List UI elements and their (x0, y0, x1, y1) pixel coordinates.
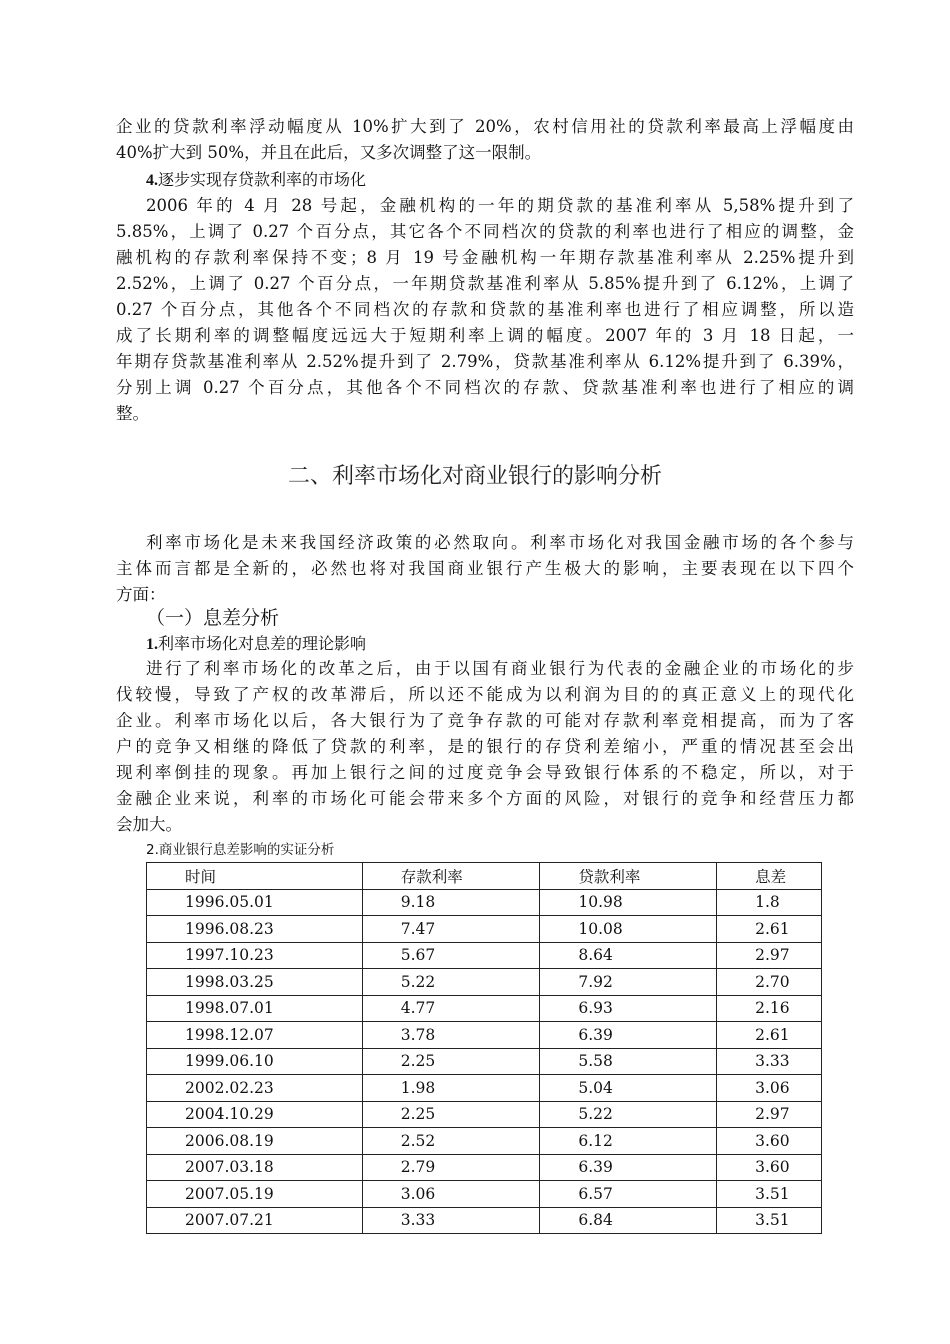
cell-time: 1998.03.25 (147, 969, 363, 996)
column-header-deposit-rate: 存款利率 (362, 863, 540, 890)
cell-spread: 3.06 (717, 1075, 822, 1102)
heading-4-number: 4. (146, 172, 158, 189)
cell-time: 2007.03.18 (147, 1154, 363, 1181)
column-header-loan-rate: 贷款利率 (540, 863, 717, 890)
heading-4-text: 逐步实现存贷款利率的市场化 (158, 170, 367, 189)
cell-loan-rate: 6.39 (540, 1022, 717, 1049)
para-2006-line: 融机构的存款利率保持不变；8 月 19 号金融机构一年期存款基准利率从 2.25%提升到 (116, 248, 854, 267)
heading-1 (146, 632, 366, 657)
cell-time: 2006.08.19 (147, 1128, 363, 1155)
cell-deposit-rate: 9.18 (362, 889, 540, 916)
cell-loan-rate: 5.04 (540, 1075, 717, 1102)
cell-loan-rate: 6.12 (540, 1128, 717, 1155)
cell-loan-rate: 6.57 (540, 1181, 717, 1208)
table-row (147, 1075, 822, 1102)
cell-spread: 3.60 (717, 1128, 822, 1155)
table-caption: 2.商业银行息差影响的实证分析 (146, 842, 335, 858)
cell-deposit-rate: 2.79 (362, 1154, 540, 1181)
table-row (147, 916, 822, 943)
section-intro-line: 方面： (116, 585, 166, 604)
cell-spread: 2.16 (717, 995, 822, 1022)
table-row (147, 942, 822, 969)
table-row (147, 1022, 822, 1049)
section-title: 二、利率市场化对商业银行的影响分析 (287, 464, 662, 489)
cell-loan-rate: 7.92 (540, 969, 717, 996)
section-intro-line: 主体而言都是全新的，必然也将对我国商业银行产生极大的影响，主要表现在以下四个 (116, 559, 854, 578)
table-row (147, 1128, 822, 1155)
theory-line: 伐较慢，导致了产权的改革滞后，所以还不能成为以利润为目的的真正意义上的现代化 (116, 685, 854, 704)
cell-loan-rate: 8.64 (540, 942, 717, 969)
para-2006-line: 5.85%，上调了 0.27 个百分点，其它各个不同档次的贷款的利率也进行了相应的调整，金 (116, 222, 854, 241)
table-row (147, 969, 822, 996)
cell-time: 1997.10.23 (147, 942, 363, 969)
cell-time: 1998.12.07 (147, 1022, 363, 1049)
table-row (147, 889, 822, 916)
para-2006-line: 2006 年的 4 月 28 号起，金融机构的一年的期贷款的基准利率从 5,58%提升到了 (146, 196, 854, 215)
cell-deposit-rate: 2.25 (362, 1101, 540, 1128)
intro-line: 企业的贷款利率浮动幅度从 10%扩大到了 20%，农村信用社的贷款利率最高上浮幅度由 (116, 117, 854, 136)
cell-time: 2007.05.19 (147, 1181, 363, 1208)
cell-spread: 3.33 (717, 1048, 822, 1075)
intro-line: 40%扩大到 50%，并且在此后，又多次调整了这一限制。 (116, 143, 542, 162)
cell-deposit-rate: 5.22 (362, 969, 540, 996)
cell-time: 1996.05.01 (147, 889, 363, 916)
para-2006-line: 2.52%，上调了 0.27 个百分点，一年期贷款基准利率从 5.85%提升到了 6.12%，上调了 (116, 274, 854, 293)
theory-line: 现利率倒挂的现象。再加上银行之间的过度竞争会导致银行体系的不稳定，所以，对于 (116, 763, 854, 782)
heading-1-number: 1. (146, 636, 158, 653)
theory-line: 户的竞争又相继的降低了贷款的利率，是的银行的存贷利差缩小，严重的情况甚至会出 (116, 737, 854, 756)
table-header-row (147, 863, 822, 890)
cell-deposit-rate: 3.06 (362, 1181, 540, 1208)
cell-time: 2002.02.23 (147, 1075, 363, 1102)
interest-spread-table (146, 862, 822, 1234)
table-row (147, 995, 822, 1022)
cell-time: 2004.10.29 (147, 1101, 363, 1128)
cell-time: 1998.07.01 (147, 995, 363, 1022)
theory-line: 金融企业来说，利率的市场化可能会带来多个方面的风险，对银行的竞争和经营压力都 (116, 789, 854, 808)
cell-loan-rate: 6.84 (540, 1207, 717, 1234)
heading-4 (146, 168, 366, 193)
cell-spread: 2.97 (717, 942, 822, 969)
cell-time: 1999.06.10 (147, 1048, 363, 1075)
cell-deposit-rate: 1.98 (362, 1075, 540, 1102)
cell-spread: 2.61 (717, 916, 822, 943)
cell-spread: 2.61 (717, 1022, 822, 1049)
cell-spread: 2.70 (717, 969, 822, 996)
para-2006-line: 年期存贷款基准利率从 2.52%提升到了 2.79%，贷款基准利率从 6.12%提升到了 6.39%， (116, 352, 854, 371)
table-row (147, 1181, 822, 1208)
cell-deposit-rate: 3.78 (362, 1022, 540, 1049)
cell-time: 1996.08.23 (147, 916, 363, 943)
para-2006-line: 分别上调 0.27 个百分点，其他各个不同档次的存款、贷款基准利率也进行了相应的调 (116, 378, 854, 397)
heading-1-text: 利率市场化对息差的理论影响 (158, 634, 367, 653)
theory-line: 会加大。 (116, 815, 182, 834)
subsection-heading: （一）息差分析 (146, 607, 280, 629)
column-header-spread: 息差 (717, 863, 822, 890)
table-row (147, 1154, 822, 1181)
cell-deposit-rate: 3.33 (362, 1207, 540, 1234)
cell-deposit-rate: 4.77 (362, 995, 540, 1022)
cell-spread: 1.8 (717, 889, 822, 916)
table-row (147, 1207, 822, 1234)
table-row (147, 1101, 822, 1128)
cell-loan-rate: 6.93 (540, 995, 717, 1022)
cell-deposit-rate: 7.47 (362, 916, 540, 943)
cell-loan-rate: 10.08 (540, 916, 717, 943)
cell-loan-rate: 6.39 (540, 1154, 717, 1181)
cell-loan-rate: 10.98 (540, 889, 717, 916)
para-2006-line: 成了长期利率的调整幅度远远大于短期利率上调的幅度。2007 年的 3 月 18 日起，一 (116, 326, 854, 345)
cell-loan-rate: 5.58 (540, 1048, 717, 1075)
cell-time: 2007.07.21 (147, 1207, 363, 1234)
cell-spread: 3.51 (717, 1207, 822, 1234)
cell-spread: 2.97 (717, 1101, 822, 1128)
column-header-time: 时间 (147, 863, 363, 890)
cell-deposit-rate: 5.67 (362, 942, 540, 969)
cell-loan-rate: 5.22 (540, 1101, 717, 1128)
section-intro-line: 利率市场化是未来我国经济政策的必然取向。利率市场化对我国金融市场的各个参与 (146, 533, 854, 552)
cell-spread: 3.51 (717, 1181, 822, 1208)
table-row (147, 1048, 822, 1075)
table-body (147, 889, 822, 1234)
cell-deposit-rate: 2.25 (362, 1048, 540, 1075)
theory-line: 企业。利率市场化以后，各大银行为了竞争存款的可能对存款利率竞相提高，而为了客 (116, 711, 854, 730)
para-2006-line: 整。 (116, 404, 149, 423)
cell-deposit-rate: 2.52 (362, 1128, 540, 1155)
para-2006-line: 0.27 个百分点，其他各个不同档次的存款和贷款的基准利率也进行了相应调整，所以造 (116, 300, 854, 319)
theory-line: 进行了利率市场化的改革之后，由于以国有商业银行为代表的金融企业的市场化的步 (146, 659, 854, 678)
cell-spread: 3.60 (717, 1154, 822, 1181)
